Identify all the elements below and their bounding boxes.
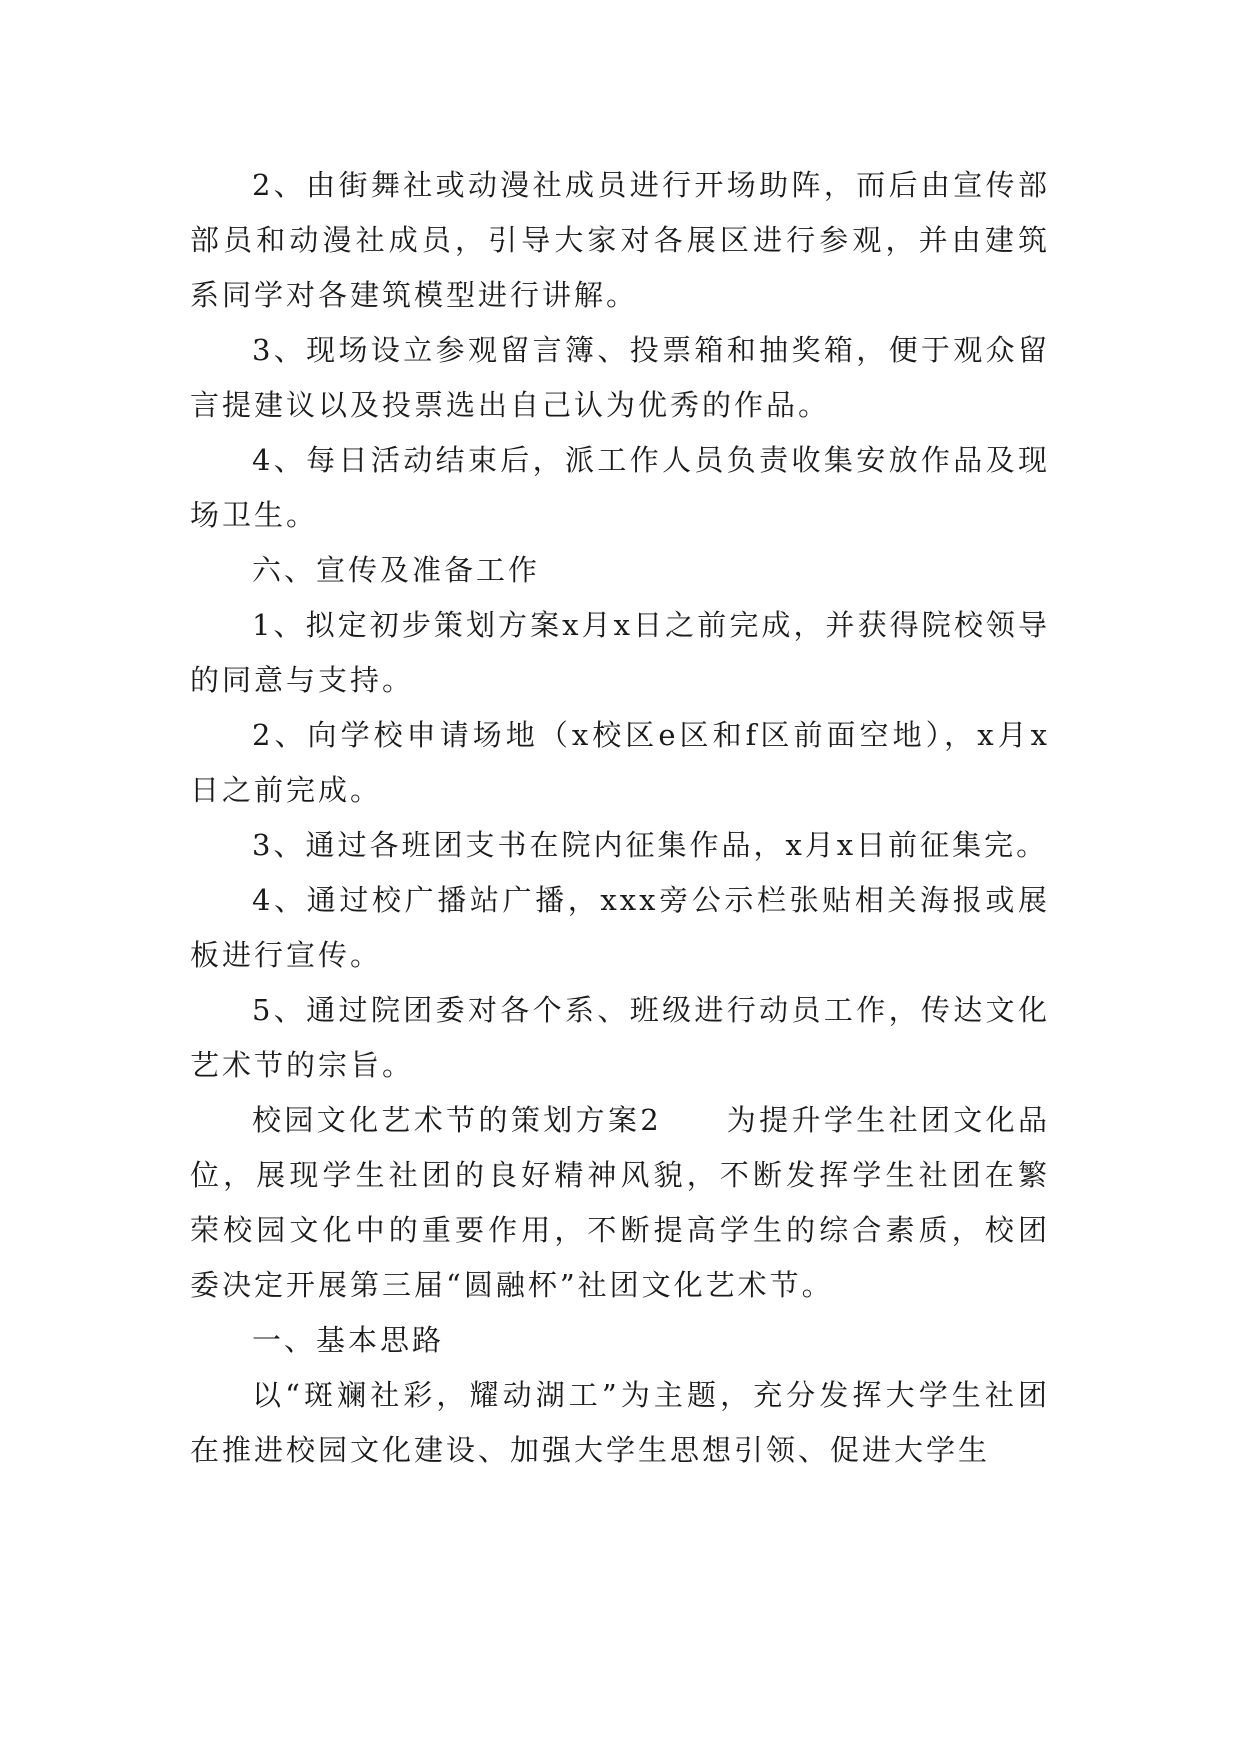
paragraph-6: 2、向学校申请场地（x校区e区和f区前面空地），x月x日之前完成。 [190, 718, 1050, 807]
paragraph-3: 4、每日活动结束后，派工作人员负责收集安放作品及现场卫生。 [190, 443, 1050, 532]
paragraph-7: 3、通过各班团支书在院内征集作品，x月x日前征集完。 [252, 828, 1049, 862]
paragraph-8: 4、通过校广播站广播，xxx旁公示栏张贴相关海报或展板进行宣传。 [190, 883, 1050, 972]
paragraph-2: 3、现场设立参观留言簿、投票箱和抽奖箱，便于观众留言提建议以及投票选出自己认为优秀的作品。 [190, 333, 1050, 422]
paragraph-1: 2、由街舞社或动漫社成员进行开场助阵，而后由宣传部部员和动漫社成员，引导大家对各展区进行参观，并由建筑系同学对各建筑模型进行讲解。 [190, 168, 1050, 312]
section-heading-publicity: 六、宣传及准备工作 [252, 553, 541, 587]
paragraph-5: 1、拟定初步策划方案x月x日之前完成，并获得院校领导的同意与支持。 [190, 608, 1050, 697]
section-heading-basic-idea: 一、基本思路 [252, 1323, 445, 1357]
paragraph-12: 以“斑斓社彩，耀动湖工”为主题，充分发挥大学生社团在推进校园文化建设、加强大学生思想引领、促进大学生 [190, 1378, 1050, 1467]
paragraph-10: 校园文化艺术节的策划方案2 为提升学生社团文化品位，展现学生社团的良好精神风貌，不断发挥学生社团在繁荣校园文化中的重要作用，不断提高学生的综合素质，校团委决定开展第三届“圆融杯”社团文化艺术节。 [190, 1103, 1050, 1302]
document-body [190, 158, 1050, 1478]
paragraph-9: 5、通过院团委对各个系、班级进行动员工作，传达文化艺术节的宗旨。 [190, 993, 1050, 1082]
